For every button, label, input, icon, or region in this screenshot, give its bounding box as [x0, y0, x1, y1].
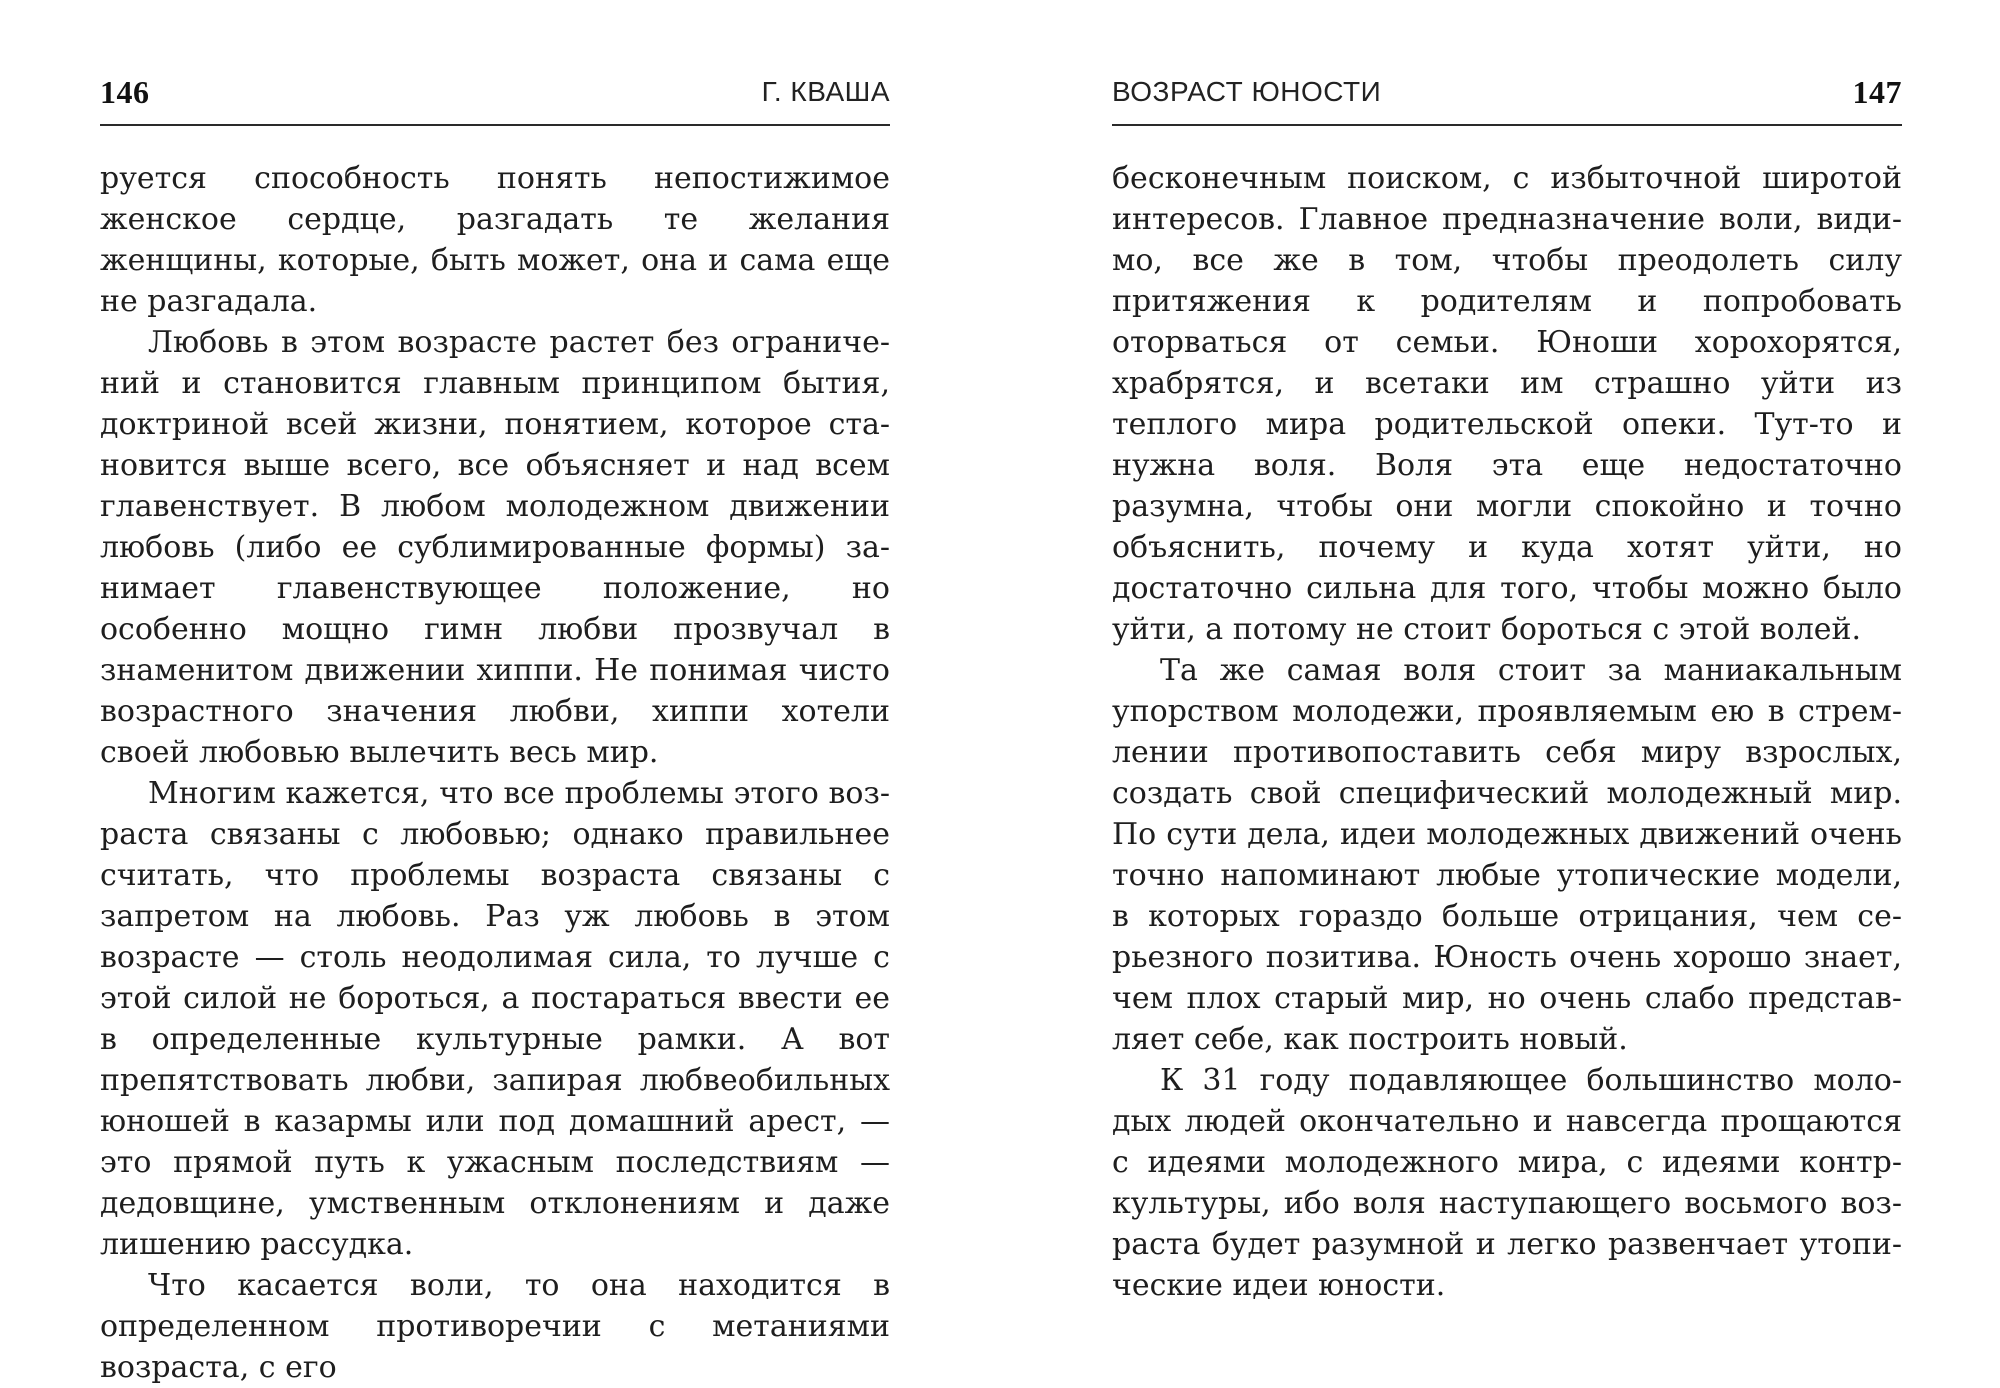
paragraph: бесконечным поиском, с избыточной широтой интересов. Главное предназначение воли, видимо, все же в том, чтобы преодолеть силу притяжения к родителям и попробовать оторваться от семьи. Юноши хорохорятся, храбрятся, и всетаки им страшно уйти из теплого мира родительской опеки. Тут-то и нужна воля. Воля эта еще недостаточно разумна, чтобы они могли спокойно и точно объяснить, почему и куда хотят уйти, но достаточно сильна для того, чтобы можно было уйти, а потому не стоит бороться с этой волей.	[1112, 161, 1902, 647]
paragraph: Многим кажется, что все проблемы этого возраста связаны с любовью; однако правильнее считать, что проблемы возраста связаны с запретом на любовь. Раз уж любовь в этом возрасте — столь неодолимая сила, то лучше с этой силой не бороться, а постараться ввести ее в определенные культурные рамки. А вот препятствовать любви, запирая любвеобильных юношей в казармы или под домашний арест, — это прямой путь к ужасным последствиям — дедовщине, умственным отклонениям и даже лишению рассудка.	[100, 776, 890, 1262]
left-running-head: Г. КВАША	[761, 76, 890, 107]
left-page	[100, 70, 890, 1388]
paragraph: К 31 году подавляющее большинство молодых людей окончательно и навсегда прощаются с идеями молодежного мира, с идеями контркультуры, ибо воля наступающего восьмого возраста будет разумной и легко развенчает утопические идеи юности.	[1112, 1063, 1902, 1303]
left-page-number: 146	[100, 74, 150, 110]
right-running-head: ВОЗРАСТ ЮНОСТИ	[1112, 76, 1382, 107]
right-page-header	[1112, 70, 1902, 126]
paragraph: Что касается воли, то она находится в определенном противоречии с метаниями возраста, с его	[100, 1268, 890, 1385]
right-page-body	[1112, 158, 1902, 1306]
right-page-number: 147	[1852, 74, 1902, 110]
left-page-body	[100, 158, 890, 1388]
paragraph: Любовь в этом возрасте растет без ограничений и становится главным принципом бытия, доктриной всей жизни, понятием, которое становится выше всего, все объясняет и над всем главенствует. В любом молодежном движении любовь (либо ее сублимированные формы) занимает главенствующее положение, но особенно мощно гимн любви прозвучал в знаменитом движении хиппи. Не понимая чисто возрастного значения любви, хиппи хотели своей любовью вылечить весь мир.	[100, 325, 890, 770]
paragraph: Та же самая воля стоит за маниакальным упорством молодежи, проявляемым ею в стремлении противопоставить себя миру взрослых, создать свой специфический молодежный мир. По сути дела, идеи молодежных движений очень точно напоминают любые утопические модели, в которых гораздо больше отрицания, чем серьезного позитива. Юность очень хорошо знает, чем плох старый мир, но очень слабо представляет себе, как построить новый.	[1112, 653, 1902, 1057]
left-page-header	[100, 70, 890, 126]
paragraph: руется способность понять непостижимое женское сердце, разгадать те желания женщины, которые, быть может, она и сама еще не разгадала.	[100, 161, 890, 319]
right-page	[1112, 70, 1902, 1306]
